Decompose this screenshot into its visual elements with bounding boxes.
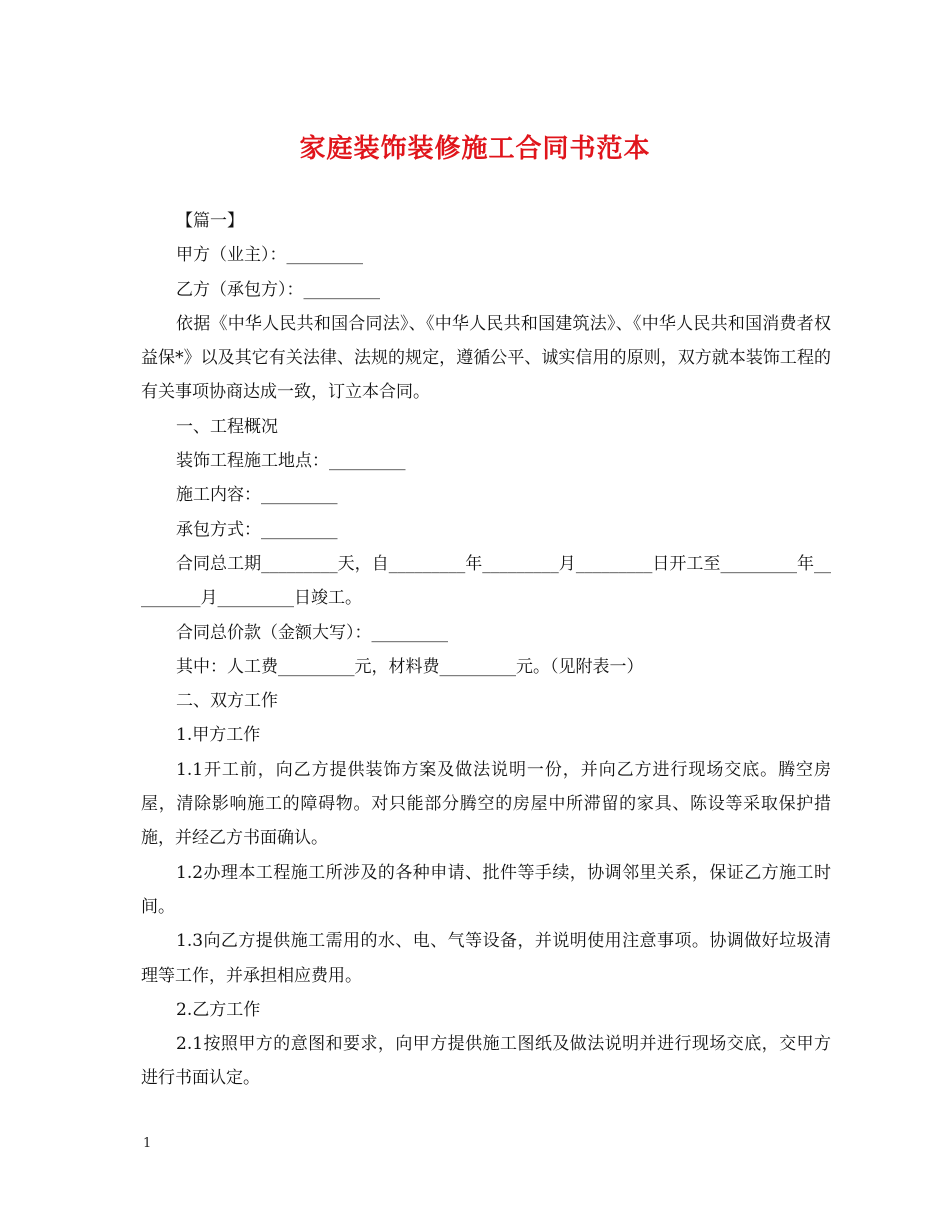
clause-1-3: 1.3向乙方提供施工需用的水、电、气等设备，并说明使用注意事项。协调做好垃圾清理等工作，并承担相应费用。 xyxy=(141,931,831,986)
party-b-duties-heading: 2.乙方工作 xyxy=(176,999,261,1020)
section-heading-part-one: 【篇一】 xyxy=(176,211,244,231)
construction-location-line: 装饰工程施工地点：_________ xyxy=(176,451,406,472)
party-a-duties-heading: 1.甲方工作 xyxy=(176,725,261,746)
clause-1-1: 1.1开工前，向乙方提供装饰方案及做法说明一份，并向乙方进行现场交底。腾空房屋，清除影响施工的障碍物。对只能部分腾空的房屋中所滞留的家具、陈设等采取保护措施，并经乙方书面确认。 xyxy=(141,759,831,849)
cost-breakdown-line: 其中：人工费_________元，材料费_________元。（见附表一） xyxy=(176,656,644,677)
page-number: 1 xyxy=(143,1136,152,1151)
section-heading-project-overview: 一、工程概况 xyxy=(176,416,278,437)
party-a-line: 甲方（业主）：_________ xyxy=(176,245,363,266)
contract-duration-paragraph: 合同总工期_________天，自_________年_________月_________日开工至_________年_________月_________日竣工。 xyxy=(141,553,831,609)
clause-2-1: 2.1按照甲方的意图和要求，向甲方提供施工图纸及做法说明并进行现场交底，交甲方进行书面认定。 xyxy=(141,1034,831,1089)
total-price-line: 合同总价款（金额大写）：_________ xyxy=(176,622,448,643)
construction-content-line: 施工内容：_________ xyxy=(176,485,338,506)
document-title: 家庭装饰装修施工合同书范本 xyxy=(299,134,651,164)
clause-1-2: 1.2办理本工程施工所涉及的各种申请、批件等手续，协调邻里关系，保证乙方施工时间。 xyxy=(141,862,831,917)
document-body xyxy=(141,204,831,1096)
preamble-paragraph: 依据《中华人民共和国合同法》、《中华人民共和国建筑法》、《中华人民共和国消费者权益保*》以及其它有关法律、法规的规定，遵循公平、诚实信用的原则，双方就本装饰工程的有关事项协商达成一致，订立本合同。 xyxy=(141,313,831,403)
party-b-line: 乙方（承包方）：_________ xyxy=(176,279,380,300)
contracting-method-line: 承包方式：_________ xyxy=(176,519,338,540)
section-heading-party-duties: 二、双方工作 xyxy=(176,691,278,712)
